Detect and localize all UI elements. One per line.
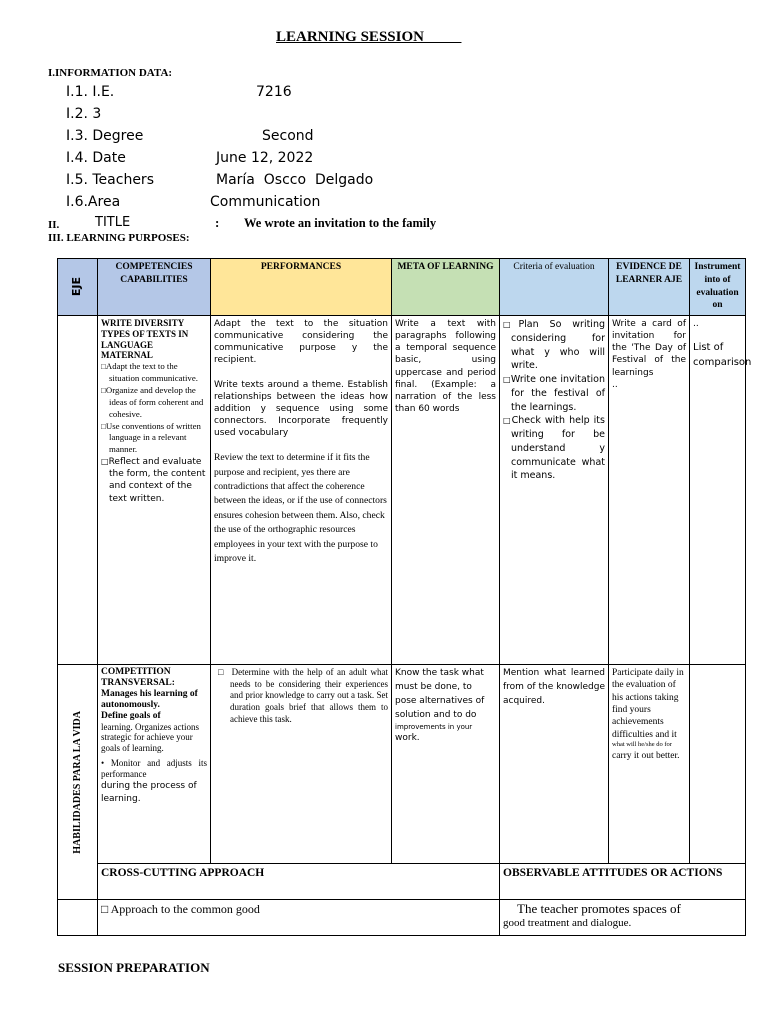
row2-competency-text3: during the process of learning. [101,780,197,805]
row1-meta-text: Write a text with paragraphs following a temporal sequence basic, using uppercase and period final. (Example: a narration of the less than 60 words [395,319,496,414]
row1-competencies-cell [98,316,211,665]
row1-criteria-cell [500,316,609,665]
row1-evidence-cell [609,316,690,665]
info-label-degree: I.3. Degree [66,128,144,144]
row2-meta-text: Know the task what must be done, to pose alternatives of solution and to do [395,668,485,720]
row1-instrument-head: .. [693,319,699,329]
header-meta: META OF LEARNING [392,259,500,316]
row1-evidence-text: Write a card of invitation for the 'The Day of Festival of the learnings [612,319,686,378]
row1-performance-1: Adapt the text to the situation communicative considering the communicative purpose y the recipient. [214,319,388,366]
row2-evidence-end: carry it out better. [612,750,680,761]
approach-common-good: □ Approach to the common good [98,900,500,936]
row2-competencies-cell [98,665,211,864]
row2-competency-text1: learning. Organizes actions strategic for achieve your goals of learning. [101,721,200,754]
header-instrument: Instrument into of evaluation on [690,259,746,316]
info-value-area: Communication [210,194,321,210]
row2-competency-title: COMPETITION TRANSVERSAL: [101,667,175,688]
list-item: □ Use conventions of written language in a relevant manner. [101,421,207,457]
list-item: □ Adapt the text to the situation communicative. [101,361,207,385]
list-item: □ Write one invitation for the festival of the learnings. [503,373,605,414]
document-title: LEARNING SESSION [276,29,462,45]
row2-performances-cell [211,665,392,864]
section-information-data: I.INFORMATION DATA: [48,67,173,79]
list-item: □ Plan So writing considering for what y who will write. [503,318,605,373]
row1-performance-2: Write texts around a theme. Establish relationships between the ideas how addition y sequence using some connectors. Incorporate frequently used vocabulary [214,379,388,439]
row1-instrument-cell [690,316,752,665]
table-row [58,665,746,864]
row2-evidence-small: what will he/she do for [612,741,672,749]
cross-cutting-approach-header: CROSS-CUTTING APPROACH [98,864,500,900]
row2-meta-small: improvements in your [395,722,473,731]
row2-criteria-cell [500,665,609,864]
row2-meta-end: work. [395,733,420,744]
info-label-grade: I.2. 3 [66,106,102,122]
row2-meta-cell [392,665,500,864]
row1-competency-title: WRITE DIVERSITY TYPES OF TEXTS IN LANGUAGE MATERNAL [101,318,189,361]
list-item: □ Organize and develop the ideas of form coherent and cohesive. [101,385,207,421]
checkbox-bullet-icon: □ [101,902,109,916]
info-value-date: June 12, 2022 [216,150,314,166]
info-value-degree: Second [262,128,314,144]
row1-capabilities-list [101,361,207,505]
row2-instrument-cell [690,665,746,864]
header-performances: PERFORMANCES [211,259,392,316]
section-title-label: TITLE [95,215,131,230]
info-label-date: I.4. Date [66,150,126,166]
row2-evidence-cell [609,665,690,864]
attitude-text-end: good treatment and dialogue. [503,917,632,930]
row1-instrument-text: List of comparison [693,342,752,369]
row2-evidence-text: Participate daily in the evaluation of his actions taking find yours achievements difficulties and it [612,668,684,740]
observable-attitudes-header: OBSERVABLE ATTITUDES OR ACTIONS [500,864,746,900]
list-item: □ Reflect and evaluate the form, the content and context of the text written. [101,456,207,505]
table-row [58,316,746,665]
row1-performance-3: Review the text to determine if it fits the purpose and recipient, yes there are contradictions that affect the coherence between the ideas, or if the use of connectors ensures cohesion between them. Also, check the use of the orthographic resources employees in your text with the purpose to improve it. [214,452,387,564]
info-label-teachers: I.5. Teachers [66,172,154,188]
table-header-row [58,259,746,316]
row2-competency-define: Define goals of [101,710,161,721]
attitude-cell [500,900,746,936]
row1-performances-cell [211,316,392,665]
session-preparation-heading: SESSION PREPARATION [58,960,210,975]
row1-meta-cell [392,316,500,665]
attitude-text: The teacher promotes spaces of [517,901,681,916]
header-evidence: EVIDENCE DE LEARNER AJE [609,259,690,316]
info-label-ie: I.1. I.E. [66,84,115,100]
table-row [58,900,746,936]
learning-purposes-table [57,258,752,936]
info-value-ie: 7216 [256,84,292,100]
row1-evidence-tail: .. [612,379,618,390]
table-row [58,864,746,900]
section-learning-purposes: III. LEARNING PURPOSES: [48,232,190,244]
row1-criteria-list [503,318,605,483]
header-competencies: COMPETENCIES CAPABILITIES [98,259,211,316]
approach-eje-cell [58,900,98,936]
life-skills-vertical-label: HABILIDADES PARA LA VIDA [71,710,83,854]
row2-criteria-text: Mention what learned from of the knowledge acquired. [503,668,605,706]
info-label-area: I.6.Area [66,194,121,210]
section-title-number: II. [48,219,60,231]
row2-competency-text2: • Monitor and adjusts its performance [101,758,207,779]
list-item: □ Check with help its writing for be understand y communicate what it means. [503,414,605,483]
info-value-teachers: María Oscco Delgado [216,172,374,188]
session-title-value: We wrote an invitation to the family [244,216,437,230]
header-criteria: Criteria of evaluation [500,259,609,316]
section-title-colon: : [215,215,220,230]
row2-performance-text: □ Determine with the help of an adult what needs to be considering their experiences and prior knowledge to carry out a task. Set duration goals brief that allows them to achieve this task. [218,667,388,724]
header-eje: EJE [58,259,98,316]
row2-competency-sub: Manages his learning of autonomously. [101,688,198,710]
row1-eje-cell [58,316,98,665]
checkbox-bullet-icon: □ [218,667,232,677]
row2-eje-cell [58,665,98,900]
